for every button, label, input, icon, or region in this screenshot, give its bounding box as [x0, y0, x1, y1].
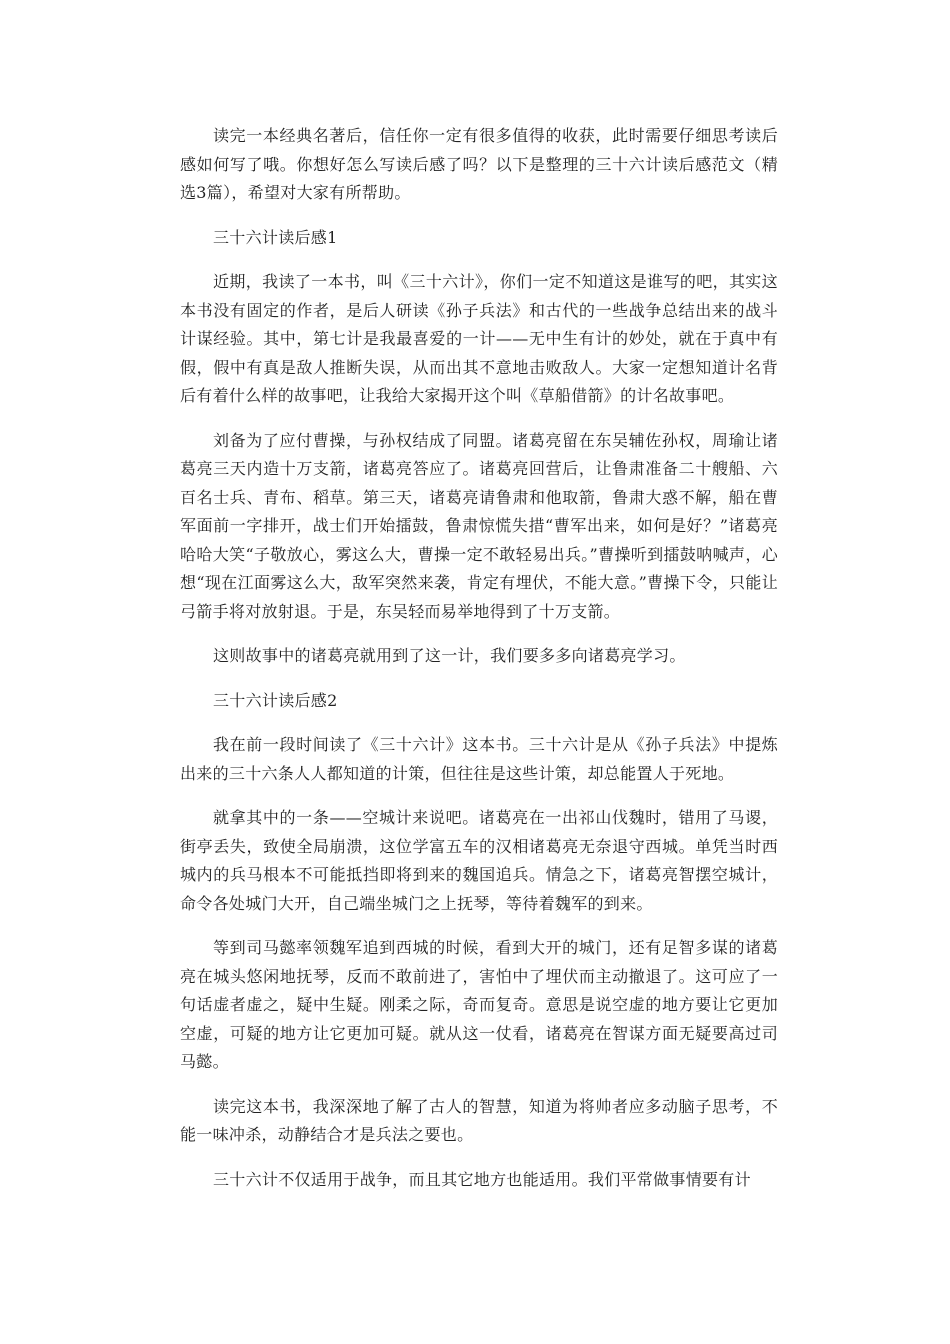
paragraph: 读完这本书，我深深地了解了古人的智慧，知道为将帅者应多动脑子思考，不能一味冲杀，动静结合才是兵法之要也。 — [180, 1096, 778, 1144]
paragraph: 三十六计不仅适用于战争，而且其它地方也能适用。我们平常做事情要有计 — [213, 1169, 751, 1189]
paragraph: 刘备为了应付曹操，与孙权结成了同盟。诸葛亮留在东吴辅佐孙权，周瑜让诸葛亮三天内造十万支箭，诸葛亮答应了。诸葛亮回营后，让鲁肃准备二十艘船、六百名士兵、青布、稻草。第三天，诸葛亮请鲁肃和他取箭，鲁肃大惑不解，船在曹军面前一字排开，战士们开始擂鼓，鲁肃惊慌失措“曹军出来，如何是好？”诸葛亮哈哈大笑“子敬放心，雾这么大，曹操一定不敢轻易出兵。”曹操听到擂鼓呐喊声，心想“现在江面雾这么大，敌军突然来袭，肯定有埋伏，不能大意。”曹操下令，只能让弓箭手将对放射退。于是，东吴轻而易举地得到了十万支箭。 — [180, 430, 778, 621]
paragraph: 我在前一段时间读了《三十六计》这本书。三十六计是从《孙子兵法》中提炼出来的三十六条人人都知道的计策，但往往是这些计策，却总能置人于死地。 — [180, 735, 778, 783]
section-heading-2: 三十六计读后感2 — [213, 690, 338, 710]
document-body — [180, 122, 778, 1210]
intro-paragraph: 读完一本经典名著后，信任你一定有很多值得的收获，此时需要仔细思考读后感如何写了哦。你想好怎么写读后感了吗？以下是整理的三十六计读后感范文（精选3篇），希望对大家有所帮助。 — [180, 126, 778, 202]
paragraph: 就拿其中的一条——空城计来说吧。诸葛亮在一出祁山伐魏时，错用了马谡，街亭丢失，致使全局崩溃，这位学富五车的汉相诸葛亮无奈退守西城。单凭当时西城内的兵马根本不可能抵挡即将到来的魏国追兵。情急之下，诸葛亮智摆空城计，命令各处城门大开，自己端坐城门之上抚琴，等待着魏军的到来。 — [180, 808, 778, 913]
paragraph: 等到司马懿率领魏军追到西城的时候，看到大开的城门，还有足智多谋的诸葛亮在城头悠闲地抚琴，反而不敢前进了，害怕中了埋伏而主动撤退了。这可应了一句话虚者虚之，疑中生疑。刚柔之际，奇而复奇。意思是说空虚的地方要让它更加空虚，可疑的地方让它更加可疑。就从这一仗看，诸葛亮在智谋方面无疑要高过司马懿。 — [180, 938, 778, 1071]
paragraph: 近期，我读了一本书，叫《三十六计》，你们一定不知道这是谁写的吧，其实这本书没有固定的作者，是后人研读《孙子兵法》和古代的一些战争总结出来的战斗计谋经验。其中，第七计是我最喜爱的一计——无中生有计的妙处，就在于真中有假，假中有真是敌人推断失误，从而出其不意地击败敌人。大家一定想知道计名背后有着什么样的故事吧，让我给大家揭开这个叫《草船借箭》的计名故事吧。 — [180, 272, 778, 405]
section-heading-1: 三十六计读后感1 — [213, 227, 338, 247]
paragraph: 这则故事中的诸葛亮就用到了这一计，我们要多多向诸葛亮学习。 — [213, 646, 686, 665]
